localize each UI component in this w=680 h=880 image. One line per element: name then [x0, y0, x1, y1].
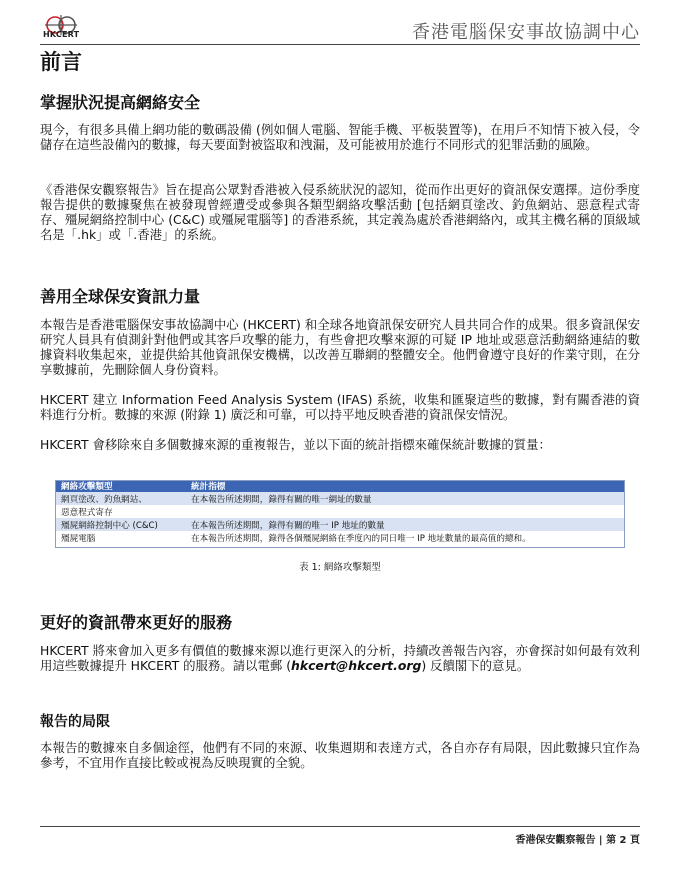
- section-heading-limitations: 報告的局限: [40, 714, 110, 730]
- table-cell: 在本報告所述期間，錄得各個殭屍網絡在季度內的同日唯一 IP 地址數量的最高值的總和。: [185, 531, 625, 544]
- paragraph: 《香港保安觀察報告》旨在提高公眾對香港被入侵系統狀況的認知，從而作出更好的資訊保安選擇。這份季度報告提供的數據聚焦在被發現曾經遭受或參與各類型網絡攻擊活動 [包括網頁塗改、釣魚網站、惡意程式寄存、殭屍網絡控制中心 (C&C) 或殭屍電腦等] 的香港系統，其定義為處於香港網絡內，或其主機名稱的頂級域名是「.hk」或「.香港」的系統。: [40, 182, 640, 242]
- table-caption: 表 1: 網絡攻擊類型: [299, 562, 381, 573]
- paragraph: HKCERT 建立 Information Feed Analysis System (IFAS) 系統，收集和匯聚這些的數據，對有關香港的資料進行分析。數據的來源 (附錄 1) 廣泛和可靠，可以持平地反映香港的資訊保安情況。: [40, 392, 640, 422]
- attack-type-table: [55, 480, 625, 544]
- logo-text: HKCERT: [43, 30, 80, 39]
- paragraph: 本報告的數據來自多個途徑，他們有不同的來源、收集週期和表達方式，各自亦存有局限，因此數據只宜作為參考，不宜用作直接比較或視為反映現實的全貌。: [40, 740, 640, 770]
- paragraph: 現今，有很多具備上網功能的數碼設備 (例如個人電腦、智能手機、平板裝置等)，在用戶不知情下被入侵，令儲存在這些設備內的數據，每天要面對被盜取和洩漏，及可能被用於進行不同形式的犯罪活動的風險。: [40, 122, 640, 152]
- organization-name: 香港電腦保安事故協調中心: [412, 22, 640, 43]
- paragraph: [40, 643, 640, 673]
- email-link[interactable]: hkcert@hkcert.org: [291, 658, 422, 673]
- paragraph: HKCERT 會移除來自多個數據來源的重複報告，並以下面的統計指標來確保統計數據的質量：: [40, 437, 551, 452]
- table-header-cell: 統計指標: [185, 480, 625, 492]
- table-cell: [185, 505, 625, 518]
- page-header: [40, 8, 640, 45]
- page-footer: 香港保安觀察報告 | 第 2 頁: [515, 835, 640, 846]
- paragraph: 本報告是香港電腦保安事故協調中心 (HKCERT) 和全球各地資訊保安研究人員共同合作的成果。很多資訊保安研究人員具有偵測針對他們或其客戶攻擊的能力，有些會把攻擊來源的可疑 IP 地址或惡意活動網絡連結的數據資料收集起來，並提供給其他資訊保安機構，以改善互聯網的整體安全。他們會遵守良好的作業守則，在分享數據前，先刪除個人身份資料。: [40, 317, 640, 377]
- footer-divider: [40, 826, 640, 827]
- table-header-row: [55, 480, 625, 492]
- table-cell: 惡意程式寄存: [55, 505, 185, 518]
- paragraph-text: HKCERT 將來會加入更多有價值的數據來源以進行更深入的分析，持續改善報告內容，亦會探討如何最有效利用這些數據提升 HKCERT 的服務。請以電郵 (: [40, 643, 640, 673]
- table-row: [55, 518, 625, 531]
- section-heading-service: 更好的資訊帶來更好的服務: [40, 613, 233, 632]
- table-cell: 在本報告所述期間，錄得有關的唯一 IP 地址的數量: [185, 518, 625, 531]
- paragraph-text: ) 反饋閣下的意見。: [421, 658, 530, 673]
- table-row: [55, 505, 625, 518]
- page-title: 前言: [40, 50, 82, 74]
- table-cell: 網頁塗改、釣魚網站、: [55, 492, 185, 505]
- table-cell: 在本報告所述期間，錄得有關的唯一網址的數量: [185, 492, 625, 505]
- table-row: [55, 531, 625, 544]
- section-heading-global: 善用全球保安資訊力量: [40, 287, 201, 306]
- section-heading-situation: 掌握狀況提高網絡安全: [40, 93, 201, 112]
- table-header-cell: 網絡攻擊類型: [55, 480, 185, 492]
- table-cell: 殭屍網絡控制中心 (C&C): [55, 518, 185, 531]
- table-cell: 殭屍電腦: [55, 531, 185, 544]
- table-row: [55, 492, 625, 505]
